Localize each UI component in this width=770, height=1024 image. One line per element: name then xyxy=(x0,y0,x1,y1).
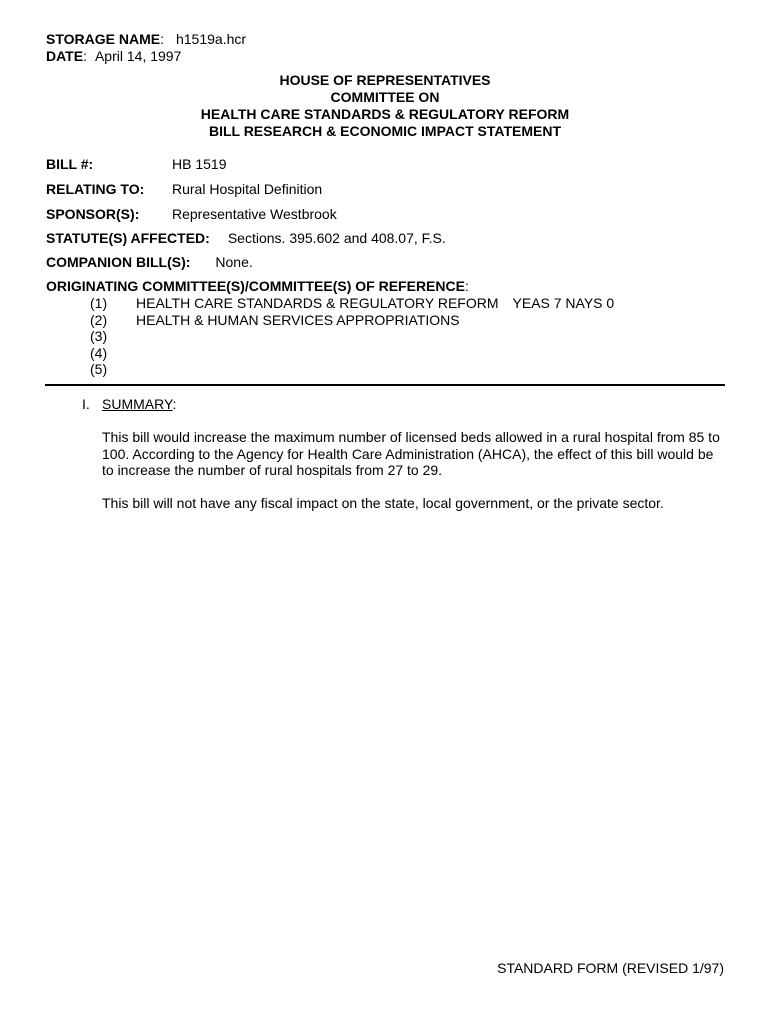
document-meta xyxy=(46,31,246,65)
committee-votes: YEAS 7 NAYS 0 xyxy=(512,295,615,311)
committee-number: (3) xyxy=(90,328,108,344)
bill-number-field: BILL #: HB 1519 xyxy=(46,156,227,172)
companion-bills-value: None. xyxy=(215,254,253,270)
committee-number: (5) xyxy=(90,361,108,377)
committees-title-text: ORIGINATING COMMITTEE(S)/COMMITTEE(S) OF REFERENCE xyxy=(46,278,465,294)
sponsor-field: SPONSOR(S): Representative Westbrook xyxy=(46,206,337,222)
committees-title: ORIGINATING COMMITTEE(S)/COMMITTEE(S) OF REFERENCE: xyxy=(46,278,469,294)
companion-bills-label: COMPANION BILL(S) xyxy=(46,254,186,270)
committee-item xyxy=(90,328,614,345)
bill-number-label: BILL # xyxy=(46,156,89,172)
committee-item xyxy=(90,312,614,329)
storage-name-label: STORAGE NAME xyxy=(46,31,161,47)
relating-to-field: RELATING TO: Rural Hospital Definition xyxy=(46,181,323,197)
summary-heading-text: SUMMARY xyxy=(102,396,173,412)
header-line-3: HEALTH CARE STANDARDS & REGULATORY REFORM xyxy=(200,106,570,122)
header-line-1: HOUSE OF REPRESENTATIVES xyxy=(279,72,491,88)
summary-paragraph-2: This bill will not have any fiscal impact on the state, local government, or the private sector. xyxy=(102,495,664,511)
date-label: DATE xyxy=(46,48,84,64)
committee-list xyxy=(90,295,614,378)
committee-name: HEALTH & HUMAN SERVICES APPROPRIATIONS xyxy=(136,311,460,328)
committee-number: (4) xyxy=(90,344,108,361)
section-divider xyxy=(45,384,725,386)
committee-item xyxy=(90,345,614,362)
sponsor-label: SPONSOR(S) xyxy=(46,206,135,222)
statutes-affected-value: Sections. 395.602 and 408.07, F.S. xyxy=(227,230,446,246)
storage-name-line: STORAGE NAME: h1519a.hcr xyxy=(46,31,247,47)
statutes-affected-label: STATUTE(S) AFFECTED xyxy=(46,230,206,246)
summary-roman-numeral: I. xyxy=(82,396,90,412)
header-line-4: BILL RESEARCH & ECONOMIC IMPACT STATEMENT xyxy=(208,123,562,139)
companion-bills-field: COMPANION BILL(S): None. xyxy=(46,254,253,270)
relating-to-label: RELATING TO xyxy=(46,181,140,197)
summary-heading: I. SUMMARY: xyxy=(82,396,177,412)
summary-paragraph-1: This bill would increase the maximum number of licensed beds allowed in a rural hospital from 85 to 100. According to the Agency for Health Care Administration (AHCA), the effect of this bill would be to increase the number of rural hospitals from 27 to 29. xyxy=(102,429,720,478)
form-footer: STANDARD FORM (REVISED 1/97) xyxy=(497,960,724,976)
committee-number: (1) xyxy=(90,295,108,311)
bill-number-value: HB 1519 xyxy=(172,156,227,172)
committee-item xyxy=(90,361,614,378)
committee-number: (2) xyxy=(90,311,108,328)
relating-to-value: Rural Hospital Definition xyxy=(172,181,323,197)
statutes-affected-field: STATUTE(S) AFFECTED: Sections. 395.602 and 408.07, F.S. xyxy=(46,230,446,246)
sponsor-value: Representative Westbrook xyxy=(172,206,337,222)
header-line-2: COMMITTEE ON xyxy=(330,89,440,105)
committee-name: HEALTH CARE STANDARDS & REGULATORY REFORM xyxy=(136,295,499,311)
committee-item xyxy=(90,295,614,312)
date-line: DATE: April 14, 1997 xyxy=(46,48,182,64)
storage-name-value: h1519a.hcr xyxy=(175,31,247,47)
date-value: April 14, 1997 xyxy=(94,48,182,64)
document-header xyxy=(0,72,770,140)
